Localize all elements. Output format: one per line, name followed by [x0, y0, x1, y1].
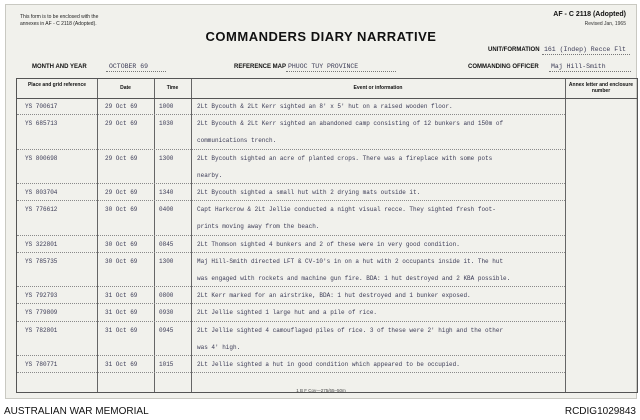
row-date: 30 Oct 69 [105, 240, 138, 248]
row-time: 1015 [159, 361, 174, 368]
row-event-line: 2Lt Jellie sighted 1 large hut and a pile of rice. [197, 309, 378, 317]
row-event-line: 2Lt Kerr marked for an airstrike, BDA: 1 hut destroyed and 1 bunker exposed. [197, 292, 471, 300]
row-grid-ref: YS 776612 [25, 206, 58, 214]
officer-label: COMMANDING OFFICER [468, 64, 539, 70]
row-separator [17, 114, 565, 115]
row-grid-ref: YS 782801 [25, 326, 58, 334]
row-time: 0945 [159, 326, 174, 334]
row-event-line: Capt Harkcrow & 2Lt Jellie conducted a night visual recce. They sighted fresh foot- [197, 206, 496, 214]
row-grid-ref: YS 322801 [25, 240, 58, 248]
officer-value: Maj Hill-Smith [551, 63, 606, 70]
month-underline [106, 71, 166, 72]
row-separator [17, 321, 565, 322]
row-grid-ref: YS 803704 [25, 189, 58, 196]
row-separator [17, 252, 565, 253]
col-time: Time [166, 85, 179, 91]
row-separator [17, 200, 565, 201]
row-time: 1030 [159, 120, 174, 128]
col-event: Event or information [353, 85, 403, 91]
row-separator [17, 303, 565, 304]
map-label: REFERENCE MAP [234, 64, 287, 70]
row-date: 29 Oct 69 [105, 189, 138, 196]
row-date: 31 Oct 69 [105, 309, 138, 317]
row-separator [17, 286, 565, 287]
row-grid-ref: YS 785735 [25, 257, 58, 265]
row-date: 31 Oct 69 [105, 292, 138, 300]
row-event-line: 2Lt Bycouth & 2Lt Kerr sighted an 8' x 5' hut on a raised wooden floor. [197, 103, 453, 110]
enclosure-note-line1: This form is to be enclosed with the [20, 14, 99, 20]
row-date: 31 Oct 69 [105, 326, 138, 334]
col-date: Date [120, 85, 131, 91]
row-event-line: nearby. [197, 171, 223, 179]
row-date: 29 Oct 69 [105, 120, 138, 128]
row-time: 0845 [159, 240, 174, 248]
diary-table [16, 78, 638, 393]
row-separator [17, 149, 565, 150]
row-event-line: Maj Hill-Smith directed LFT & CV-10's in on a hut with 2 occupants inside it. The hut [197, 257, 504, 265]
map-underline [286, 71, 396, 72]
print-footer: 1 B F Coy—275/65–50m [296, 388, 346, 393]
row-time: 1300 [159, 154, 174, 162]
header-divider [17, 98, 637, 99]
row-separator [17, 355, 565, 356]
row-event-line: 2Lt Jellie sighted 4 camouflaged piles of rice. 3 of these were 2' high and the other [197, 326, 504, 334]
row-time: 0930 [159, 309, 174, 317]
row-separator [17, 372, 565, 373]
row-time: 1300 [159, 257, 174, 265]
row-event-line: 2Lt Thomson sighted 4 bunkers and 2 of these were in very good condition. [197, 240, 460, 248]
row-separator [17, 235, 565, 236]
month-value: OCTOBER 69 [109, 63, 149, 70]
row-grid-ref: YS 779809 [25, 309, 58, 317]
row-time: 0800 [159, 292, 174, 300]
archive-credit: AUSTRALIAN WAR MEMORIAL [4, 406, 149, 417]
unit-label: UNIT/FORMATION [488, 47, 540, 53]
row-date: 29 Oct 69 [105, 154, 138, 162]
row-date: 30 Oct 69 [105, 257, 138, 265]
row-grid-ref: YS 780771 [25, 361, 58, 368]
col-annex: Annex letter and enclosure number [568, 82, 634, 94]
row-time: 1000 [159, 103, 174, 110]
form-id: AF - C 2118 (Adopted) [553, 11, 626, 18]
officer-underline [549, 71, 631, 72]
row-time: 0400 [159, 206, 174, 214]
form-revised: Revised Jan, 1965 [584, 21, 626, 27]
map-value: PHUOC TUY PROVINCE [288, 63, 359, 70]
row-grid-ref: YS 685713 [25, 120, 58, 128]
row-event-line: communications trench. [197, 137, 277, 145]
row-time: 1340 [159, 189, 174, 196]
enclosure-note-line2: annexes in AF - C 2118 (Adopted). [20, 21, 97, 27]
row-event-line: was 4' high. [197, 343, 241, 351]
row-event-line: 2Lt Bycouth sighted an acre of planted crops. There was a fireplace with some pots [197, 154, 493, 162]
col-place: Place and grid reference [27, 82, 87, 88]
row-event-line: 2Lt Bycouth sighted a small hut with 2 drying mats outside it. [197, 189, 421, 196]
row-date: 30 Oct 69 [105, 206, 138, 214]
diary-sheet [5, 4, 637, 399]
month-label: MONTH AND YEAR [32, 64, 87, 70]
row-event-line: 2Lt Bycouth & 2Lt Kerr sighted an abandoned camp consisting of 12 bunkers and 150m of [197, 120, 504, 128]
row-date: 31 Oct 69 [105, 361, 138, 368]
row-grid-ref: YS 800698 [25, 154, 58, 162]
page-title: COMMANDERS DIARY NARRATIVE [205, 29, 437, 44]
row-event-line: 2Lt Jellie sighted a hut in good condition which appeared to be occupied. [197, 361, 460, 368]
row-date: 29 Oct 69 [105, 103, 138, 110]
row-grid-ref: YS 700617 [25, 103, 58, 110]
row-event-line: prints moving away from the beach. [197, 223, 320, 231]
enclosure-note [20, 14, 138, 28]
row-separator [17, 183, 565, 184]
divider-event [565, 79, 566, 392]
row-grid-ref: YS 792793 [25, 292, 58, 300]
unit-value: 161 (Indep) Recce Flt [544, 46, 626, 53]
archive-id: RCDIG1029843 [564, 406, 636, 417]
unit-underline [542, 54, 630, 55]
row-event-line: was engaged with rockets and machine gun fire. BDA: 1 hut destroyed and 2 KBA possible. [197, 275, 511, 282]
